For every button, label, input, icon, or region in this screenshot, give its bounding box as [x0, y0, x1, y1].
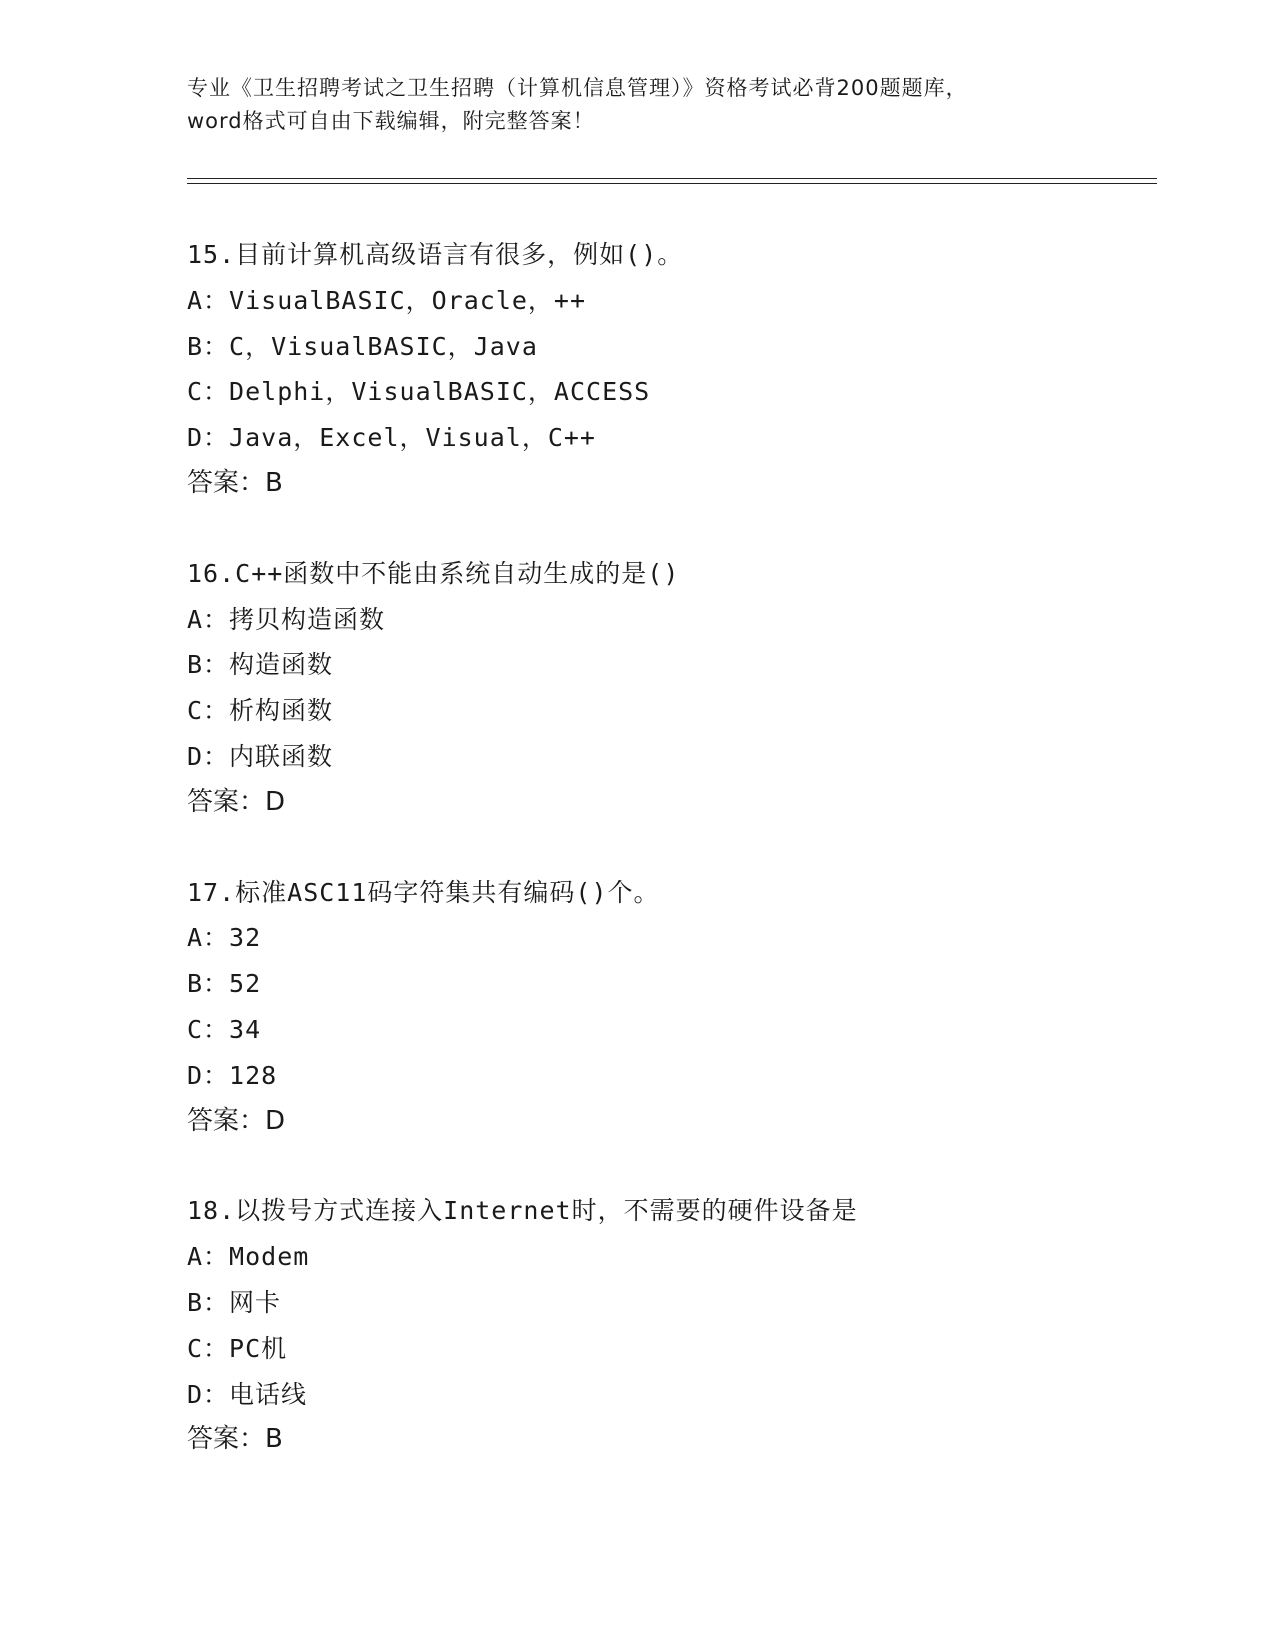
header-double-rule [187, 178, 1157, 184]
option-d: D：Java，Excel，Visual，C++ [187, 423, 596, 453]
document-header [187, 72, 1087, 138]
question-17 [187, 870, 1187, 1145]
option-d: D：电话线 [187, 1379, 308, 1409]
option-d: D：内联函数 [187, 741, 334, 771]
option-a: A：拷贝构造函数 [187, 604, 386, 634]
question-stem: 15.目前计算机高级语言有很多，例如()。 [187, 240, 684, 269]
question-stem: 17.标准ASC11码字符集共有编码()个。 [187, 877, 660, 907]
option-b: B：C，VisualBASIC，Java [187, 331, 538, 361]
question-18 [187, 1188, 1187, 1463]
header-title-line-1: 专业《卫生招聘考试之卫生招聘（计算机信息管理）》资格考试必背200题题库， [187, 76, 968, 100]
answer-line: 答案：D [187, 786, 286, 817]
option-c: C：34 [187, 1014, 262, 1044]
option-c: C：PC机 [187, 1333, 288, 1363]
question-16 [187, 551, 1187, 826]
option-b: B：52 [187, 969, 262, 999]
question-list [187, 232, 1187, 1507]
option-a: A：Modem [187, 1242, 310, 1272]
answer-line: 答案：D [187, 1105, 286, 1136]
answer-line: 答案：B [187, 467, 283, 498]
option-c: C：析构函数 [187, 696, 334, 726]
answer-line: 答案：B [187, 1424, 283, 1455]
question-stem: 16.C++函数中不能由系统自动生成的是() [187, 558, 680, 588]
header-title-line-2: word格式可自由下载编辑，附完整答案！ [187, 109, 595, 133]
option-c: C：Delphi，VisualBASIC，ACCESS [187, 377, 651, 407]
option-a: A：32 [187, 923, 262, 953]
option-d: D：128 [187, 1060, 278, 1090]
question-15 [187, 232, 1187, 507]
question-stem: 18.以拨号方式连接入Internet时，不需要的硬件设备是 [187, 1196, 858, 1226]
option-b: B：网卡 [187, 1287, 282, 1317]
option-a: A：VisualBASIC，Oracle，++ [187, 285, 587, 315]
option-b: B：构造函数 [187, 650, 334, 680]
